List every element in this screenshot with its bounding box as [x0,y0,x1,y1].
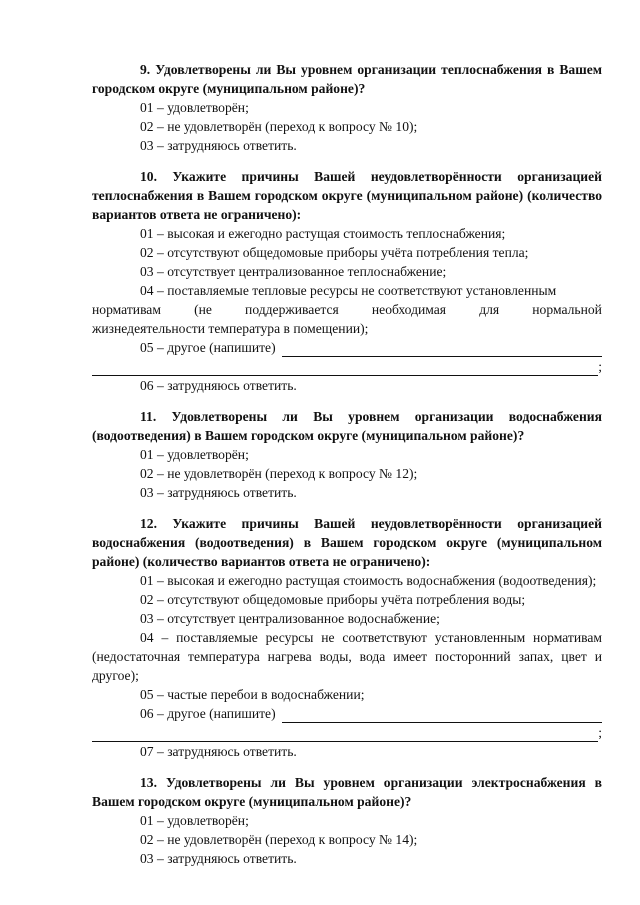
q10-other-input-line-2[interactable] [92,360,598,376]
q11-option-03: 03 – затрудняюсь ответить. [140,485,297,500]
q11-option-02: 02 – не удовлетворён (переход к вопросу № 12); [140,466,418,481]
q10-option-05 [92,338,602,357]
q12-option-05: 05 – частые перебои в водоснабжении; [140,687,365,702]
q10-opt4-word: (не [194,302,212,317]
q12-option-06 [92,704,602,723]
q11-option-01: 01 – удовлетворён; [140,447,249,462]
q9-option-03: 03 – затрудняюсь ответить. [140,138,297,153]
q12-option-03: 03 – отсутствует централизованное водоснабжение; [140,611,440,626]
q12-option-04: 04 – поставляемые ресурсы не соответствуют установленным нормативам (недостаточная температура нагрева воды, вода имеет посторонний запах, цвет и другое); [92,630,602,683]
q13-option-02: 02 – не удовлетворён (переход к вопросу № 14); [140,832,418,847]
questionnaire-page [92,60,602,868]
q12-option-02: 02 – отсутствуют общедомовые приборы учёта потребления воды; [140,592,526,607]
q10-option-04-line1: 04 – поставляемые тепловые ресурсы не соответствуют установленным [140,283,557,298]
q13-option-01: 01 – удовлетворён; [140,813,249,828]
semicolon: ; [598,725,602,740]
q12-other-line-2 [92,723,602,742]
q12-other-input-line-2[interactable] [92,726,598,742]
q10-option-06: 06 – затрудняюсь ответить. [140,378,297,393]
question-9: 9. Удовлетворены ли Вы уровнем организации теплоснабжения в Вашем городском округе (муниципальном районе)? [92,62,602,96]
q12-other-input-line[interactable] [282,707,602,723]
q10-opt4-word: поддерживается [245,302,339,317]
q12-option-01: 01 – высокая и ежегодно растущая стоимость водоснабжения (водоотведения); [140,573,597,588]
q10-opt4-word: необходимая [371,302,447,317]
q10-opt4-word: для [479,302,500,317]
q12-option-07: 07 – затрудняюсь ответить. [140,744,297,759]
q10-option-05-label: 05 – другое (напишите) [140,340,276,355]
q10-option-03: 03 – отсутствует централизованное теплоснабжение; [140,264,447,279]
q10-option-01: 01 – высокая и ежегодно растущая стоимость теплоснабжения; [140,226,506,241]
q9-option-02: 02 – не удовлетворён (переход к вопросу № 10); [140,119,418,134]
q10-option-04-line2 [92,300,602,319]
question-12: 12. Укажите причины Вашей неудовлетворённости организацией водоснабжения (водоотведения) в Вашем городском округе (муниципальном районе) (количество вариантов ответа не ограничено): [92,516,602,569]
q10-option-02: 02 – отсутствуют общедомовые приборы учёта потребления тепла; [140,245,529,260]
question-10: 10. Укажите причины Вашей неудовлетворённости организацией теплоснабжения в Вашем городском округе (муниципальном районе) (количество вариантов ответа не ограничено): [92,169,602,222]
question-13: 13. Удовлетворены ли Вы уровнем организации электроснабжения в Вашем городском округе (муниципальном районе)? [92,775,602,809]
q10-opt4-word: нормальной [532,302,602,317]
q9-option-01: 01 – удовлетворён; [140,100,249,115]
q10-other-input-line[interactable] [282,341,602,357]
semicolon: ; [598,359,602,374]
q10-other-line-2 [92,357,602,376]
q13-option-03: 03 – затрудняюсь ответить. [140,851,297,866]
q10-opt4-word: нормативам [92,302,161,317]
question-11: 11. Удовлетворены ли Вы уровнем организации водоснабжения (водоотведения) в Вашем городском округе (муниципальном районе)? [92,409,602,443]
q10-option-04-line3: жизнедеятельности температура в помещении); [92,321,369,336]
q12-option-06-label: 06 – другое (напишите) [140,706,276,721]
